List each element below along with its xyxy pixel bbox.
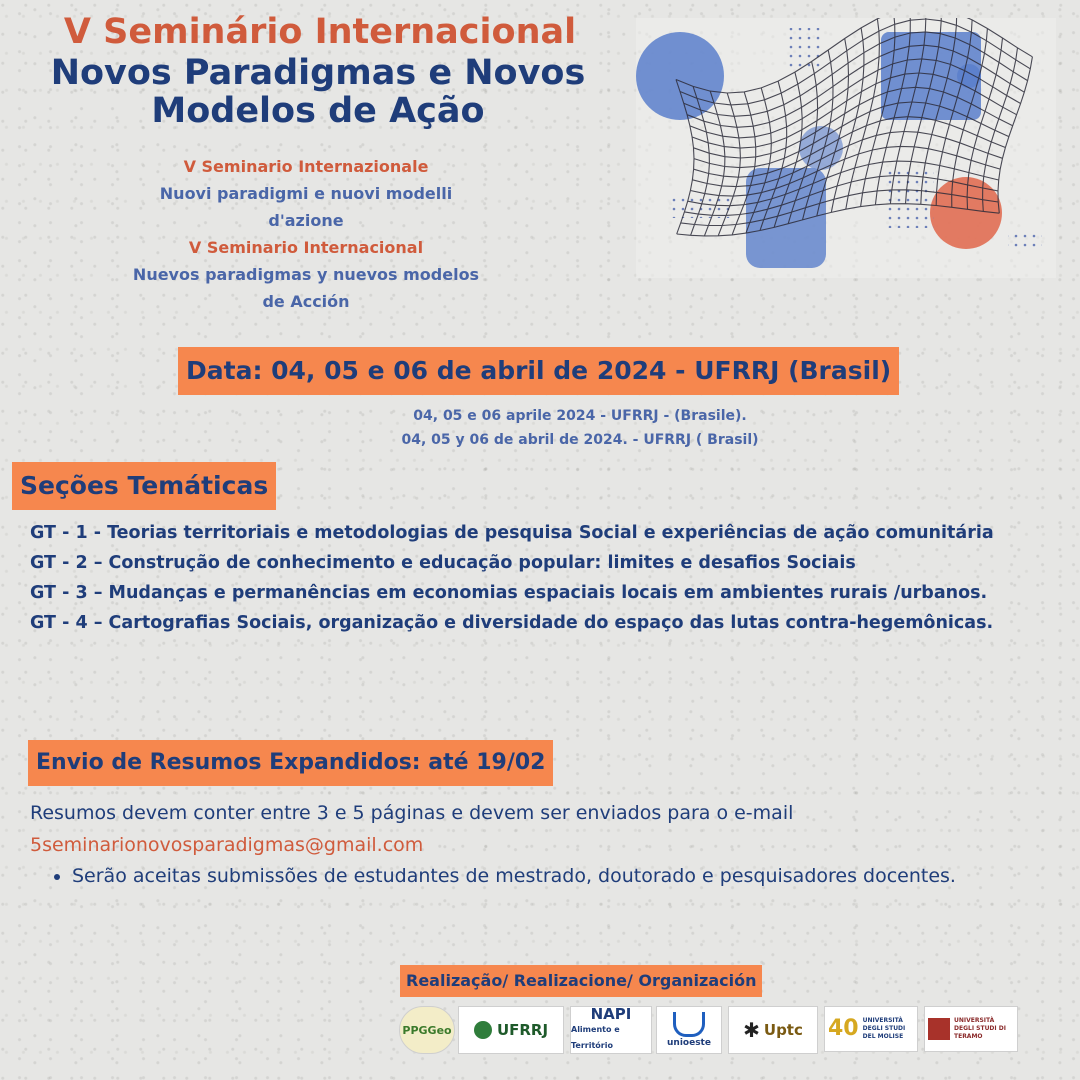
gt-list	[30, 518, 1050, 638]
title-line3: Modelos de Ação	[151, 91, 485, 131]
submission-bullets	[52, 860, 1072, 893]
ufrrj-logo-text: UFRRJ	[496, 1021, 549, 1039]
organization-heading: Realização/ Realizacione/ Organización	[400, 965, 762, 997]
translations	[100, 153, 512, 315]
blue-circle-shape	[636, 32, 724, 120]
napi-logo-text: NAPI	[590, 1006, 632, 1023]
unimol-logo	[824, 1006, 918, 1052]
uptc-emblem-icon: ✱	[743, 1018, 760, 1042]
napi-logo	[570, 1006, 652, 1054]
unioeste-logo-text: unioeste	[667, 1037, 711, 1048]
orange-circle-shape	[930, 177, 1002, 249]
date-italian: 04, 05 e 06 aprile 2024 - UFRRJ - (Brasile).	[413, 408, 747, 424]
email-link[interactable]: 5seminarionovosparadigmas@gmail.com	[30, 834, 424, 856]
bullet-item: • Serão aceitas submissões de estudantes de mestrado, doutorado e pesquisadores docentes.	[72, 860, 1072, 893]
title-line1: V Seminário Internacional	[63, 12, 577, 52]
teramo-logo-text: UNIVERSITÀ DEGLI STUDI DI TERAMO	[954, 1017, 1006, 1040]
spanish-title: V Seminario Internacional	[188, 238, 424, 257]
gt-item-4: GT - 4 – Cartografias Sociais, organização e diversidade do espaço das lutas contra-hegemônicas.	[30, 613, 994, 633]
unioeste-emblem-icon	[673, 1012, 705, 1037]
italian-subtitle-1: Nuovi paradigmi e nuovi modelli	[159, 184, 453, 203]
unioeste-logo	[656, 1006, 722, 1054]
date-translations	[300, 404, 860, 452]
spanish-subtitle-1: Nuevos paradigmas y nuevos modelos	[132, 265, 480, 284]
ufrrj-emblem-icon	[474, 1021, 492, 1039]
spanish-subtitle-2: de Acción	[262, 292, 350, 311]
sections-heading: Seções Temáticas	[12, 462, 276, 510]
italian-subtitle-2: d'azione	[268, 211, 344, 230]
submission-heading: Envio de Resumos Expandidos: até 19/02	[28, 740, 553, 786]
ppggeo-logo	[399, 1006, 455, 1054]
gt-item-2: GT - 2 – Construção de conhecimento e educação popular: limites e desafios Sociais	[30, 553, 856, 573]
date-banner: Data: 04, 05 e 06 de abril de 2024 - UFRRJ (Brasil)	[178, 347, 899, 395]
gt-item-1: GT - 1 - Teorias territoriais e metodologias de pesquisa Social e experiências de ação comunitária	[30, 523, 994, 543]
gt-item-3: GT - 3 – Mudanças e permanências em economias espaciais locais em ambientes rurais /urbanos.	[30, 583, 988, 603]
submission-text: Resumos devem conter entre 3 e 5 páginas e devem ser enviados para o e-mail	[30, 802, 794, 824]
unimol-emblem-icon: 40	[828, 1016, 859, 1041]
uptc-logo	[728, 1006, 818, 1054]
title-main	[0, 54, 636, 130]
teramo-logo	[924, 1006, 1018, 1052]
italian-title: V Seminario Internazionale	[183, 157, 429, 176]
submission-text-block	[30, 797, 1060, 861]
title-line2: Novos Paradigmas e Novos	[50, 53, 586, 93]
decorative-wave-graphic	[636, 18, 1056, 278]
ppggeo-logo-text: PPGGeo	[402, 1023, 452, 1037]
date-spanish: 04, 05 y 06 de abril de 2024. - UFRRJ ( Brasil)	[401, 432, 759, 448]
unimol-logo-text: UNIVERSITÀ DEGLI STUDI DEL MOLISE	[862, 1017, 906, 1040]
napi-logo-subtext: Alimento e Território	[571, 1025, 620, 1050]
uptc-logo-text: Uptc	[763, 1021, 803, 1039]
ufrrj-logo	[458, 1006, 564, 1054]
teramo-emblem-icon	[928, 1018, 950, 1040]
